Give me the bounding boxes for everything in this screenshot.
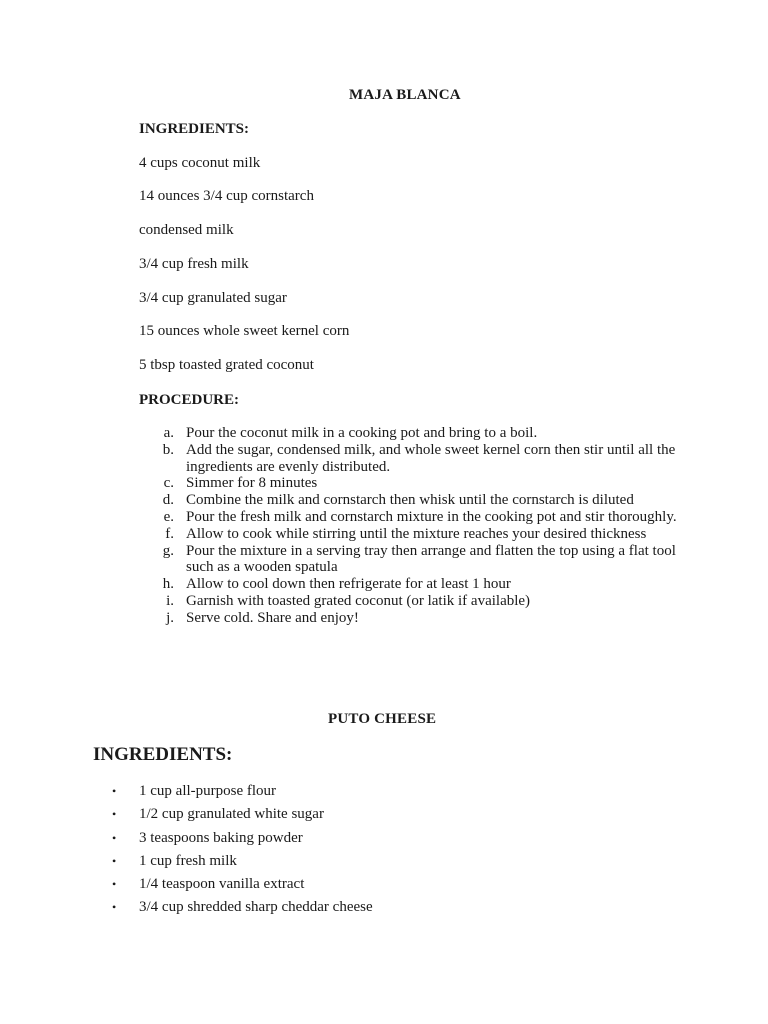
list-item bbox=[112, 803, 672, 826]
step-text: Serve cold. Share and enjoy! bbox=[186, 609, 359, 626]
procedure-step bbox=[140, 492, 680, 509]
step-text: Pour the fresh milk and cornstarch mixture in the cooking pot and stir thoroughly. bbox=[186, 508, 677, 525]
procedure-step bbox=[140, 442, 680, 476]
bullet-icon: • bbox=[112, 877, 117, 892]
ingredients-list bbox=[112, 780, 672, 920]
recipe-title-puto-cheese: PUTO CHEESE bbox=[328, 711, 437, 727]
step-text: Add the sugar, condensed milk, and whole sweet kernel corn then stir until all the ingredients are evenly distributed. bbox=[186, 441, 676, 475]
procedure-step bbox=[140, 576, 680, 593]
ingredient-line: 3/4 cup fresh milk bbox=[139, 256, 249, 272]
ingredient-line: 15 ounces whole sweet kernel corn bbox=[139, 323, 350, 339]
step-marker: b. bbox=[162, 441, 174, 458]
procedure-step bbox=[140, 475, 680, 492]
step-marker: d. bbox=[162, 492, 174, 509]
step-text: Simmer for 8 minutes bbox=[186, 475, 318, 492]
procedure-step bbox=[140, 425, 680, 442]
step-marker: a. bbox=[163, 425, 174, 441]
step-marker: g. bbox=[162, 542, 174, 559]
procedure-list bbox=[140, 425, 680, 627]
step-marker: h. bbox=[162, 576, 174, 593]
bullet-icon: • bbox=[112, 830, 117, 845]
step-text: Garnish with toasted grated coconut (or latik if available) bbox=[186, 592, 531, 609]
ingredient-line: 3/4 cup granulated sugar bbox=[139, 290, 287, 306]
ingredient-line: 4 cups coconut milk bbox=[139, 155, 261, 171]
bullet-icon: • bbox=[112, 807, 117, 822]
list-item bbox=[112, 827, 672, 850]
step-text: Allow to cool down then refrigerate for at least 1 hour bbox=[186, 576, 511, 593]
bullet-icon: • bbox=[112, 900, 117, 915]
procedure-heading: PROCEDURE: bbox=[139, 392, 239, 408]
ingredients-heading: INGREDIENTS: bbox=[93, 744, 233, 765]
ingredient-text: 3 teaspoons baking powder bbox=[139, 829, 303, 846]
step-marker: f. bbox=[165, 525, 174, 542]
recipe-title-maja-blanca: MAJA BLANCA bbox=[349, 87, 461, 103]
procedure-step bbox=[140, 593, 680, 610]
list-item bbox=[112, 896, 672, 919]
list-item bbox=[112, 873, 672, 896]
ingredient-line: condensed milk bbox=[139, 222, 234, 238]
step-marker: e. bbox=[163, 508, 174, 525]
procedure-step bbox=[140, 526, 680, 543]
step-marker: c. bbox=[163, 475, 174, 492]
ingredient-text: 1 cup fresh milk bbox=[139, 852, 237, 869]
bullet-icon: • bbox=[112, 853, 117, 868]
step-text: Pour the coconut milk in a cooking pot and bring to a boil. bbox=[186, 425, 538, 441]
ingredient-text: 1 cup all-purpose flour bbox=[139, 783, 277, 799]
step-text: Pour the mixture in a serving tray then arrange and flatten the top using a flat tool such as a wooden spatula bbox=[186, 542, 676, 576]
ingredient-text: 3/4 cup shredded sharp cheddar cheese bbox=[139, 899, 373, 916]
bullet-icon: • bbox=[112, 784, 117, 798]
procedure-step bbox=[140, 509, 680, 526]
ingredient-text: 1/2 cup granulated white sugar bbox=[139, 806, 324, 823]
procedure-step bbox=[140, 543, 680, 577]
ingredient-line: 5 tbsp toasted grated coconut bbox=[139, 357, 314, 373]
list-item bbox=[112, 780, 672, 803]
ingredient-text: 1/4 teaspoon vanilla extract bbox=[139, 876, 305, 893]
ingredients-heading: INGREDIENTS: bbox=[139, 121, 250, 137]
list-item bbox=[112, 850, 672, 873]
step-marker: i. bbox=[166, 592, 174, 609]
ingredient-line: 14 ounces 3/4 cup cornstarch bbox=[139, 188, 314, 204]
step-text: Combine the milk and cornstarch then whisk until the cornstarch is diluted bbox=[186, 492, 634, 509]
step-text: Allow to cook while stirring until the mixture reaches your desired thickness bbox=[186, 525, 647, 542]
step-marker: j. bbox=[166, 609, 174, 626]
procedure-step bbox=[140, 610, 680, 627]
